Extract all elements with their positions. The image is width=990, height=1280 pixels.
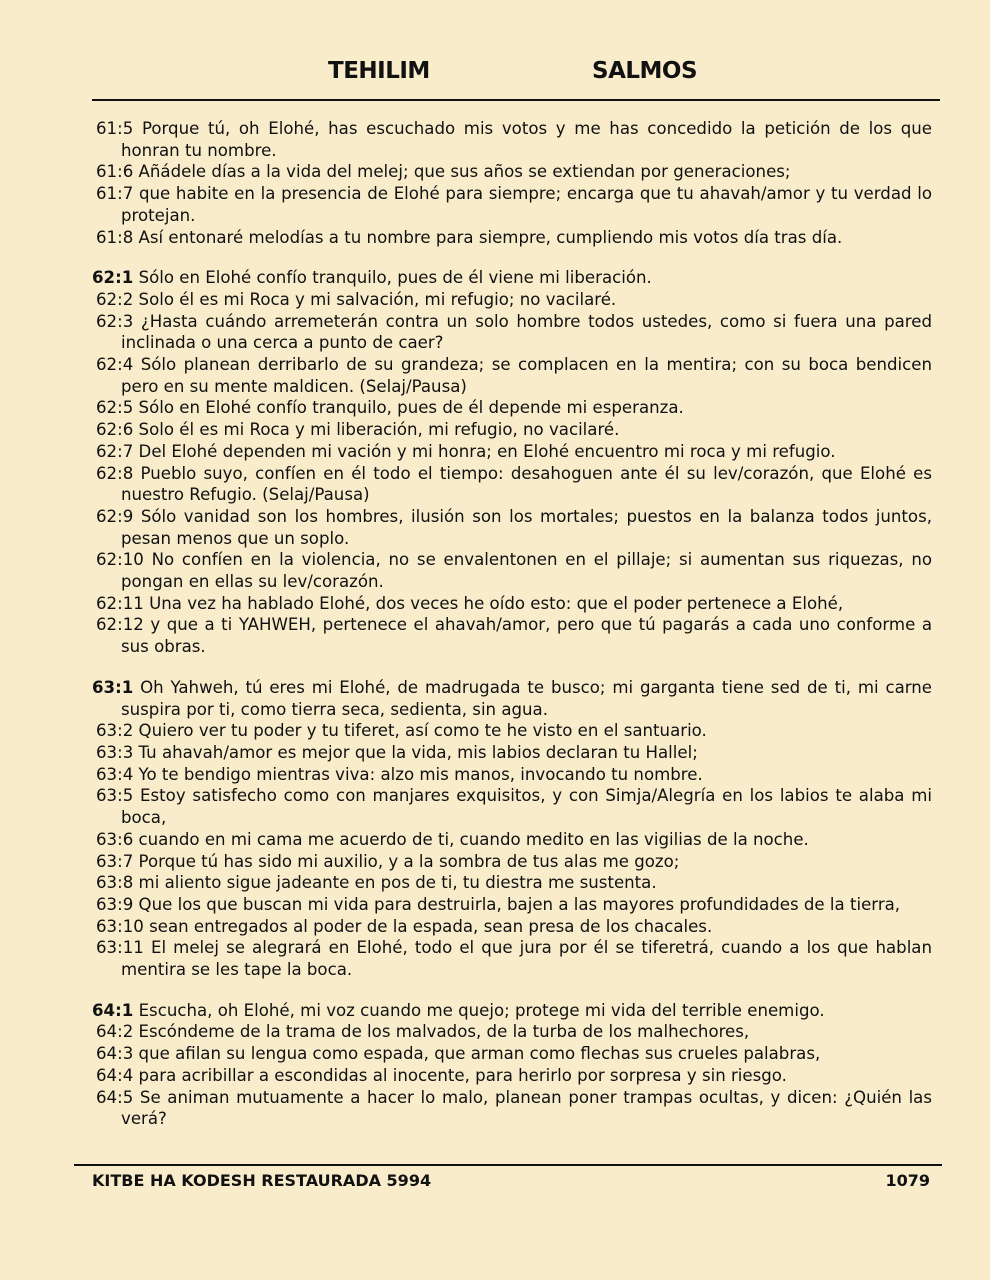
verse (96, 785, 932, 828)
verse (92, 267, 932, 289)
verse (92, 1000, 932, 1022)
verse (96, 614, 932, 657)
verse (96, 593, 932, 615)
verse-number: 64:3 (96, 1044, 134, 1064)
verse-number: 62:11 (96, 593, 144, 613)
verse-number: 62:2 (96, 289, 134, 309)
verse-number: 63:11 (96, 938, 144, 958)
verse (96, 916, 932, 938)
verse-text: que afilan su lengua como espada, que arman como flechas sus crueles palabras, (138, 1044, 821, 1064)
verse (96, 764, 932, 786)
verse-number: 64:1 (92, 1000, 134, 1020)
verse-text: para acribillar a escondidas al inocente, para herirlo por sorpresa y sin riesgo. (138, 1065, 787, 1085)
verse-content (92, 118, 932, 1130)
verse (96, 161, 932, 183)
verse-text: Oh Yahweh, tú eres mi Elohé, de madrugada te busco; mi garganta tiene sed de ti, mi carne suspira por ti, como tierra seca, sedienta, sin agua. (121, 677, 932, 719)
verse (96, 463, 932, 506)
verse (96, 506, 932, 549)
verse-number: 63:7 (96, 851, 134, 871)
verse-text: cuando en mi cama me acuerdo de ti, cuando medito en las vigilias de la noche. (138, 829, 809, 849)
verse-text: Una vez ha hablado Elohé, dos veces he oído esto: que el poder pertenece a Elohé, (149, 593, 844, 613)
verse (96, 227, 932, 249)
header-rule (92, 99, 940, 101)
verse-number: 63:6 (96, 829, 134, 849)
verse-number: 62:1 (92, 268, 134, 288)
verse-number: 62:6 (96, 420, 134, 440)
verse-number: 63:3 (96, 742, 134, 762)
verse-text: Sólo en Elohé confío tranquilo, pues de él depende mi esperanza. (138, 398, 684, 418)
verse-text: Así entonaré melodías a tu nombre para siempre, cumpliendo mis votos día tras día. (138, 227, 843, 247)
verse-text: Yo te bendigo mientras viva: alzo mis manos, invocando tu nombre. (138, 764, 703, 784)
verse-number: 61:6 (96, 162, 134, 182)
verse (96, 829, 932, 851)
verse (96, 311, 932, 354)
verse (96, 289, 932, 311)
verse (96, 354, 932, 397)
verse (96, 851, 932, 873)
verse-number: 62:7 (96, 441, 134, 461)
verse-text: ¿Hasta cuándo arremeterán contra un solo hombre todos ustedes, como si fuera una pared inclinada o una cerca a punto de caer? (121, 311, 932, 353)
verse-text: Sólo vanidad son los hombres, ilusión son los mortales; puestos en la balanza todos juntos, pesan menos que un soplo. (121, 506, 932, 548)
verse-text: Estoy satisfecho como con manjares exquisitos, y con Simja/Alegría en los labios te alaba mi boca, (121, 786, 932, 828)
chapter-gap (96, 248, 932, 267)
verse-text: Tu ahavah/amor es mejor que la vida, mis labios declaran tu Hallel; (138, 742, 698, 762)
verse-number: 63:9 (96, 894, 134, 914)
verse-text: Se animan mutuamente a hacer lo malo, planean poner trampas ocultas, y dicen: ¿Quién las verá? (121, 1087, 932, 1129)
verse (96, 1043, 932, 1065)
verse (96, 397, 932, 419)
footer-rule (74, 1164, 942, 1166)
verse-number: 63:10 (96, 916, 144, 936)
verse-text: El melej se alegrará en Elohé, todo el que jura por él se tiferetrá, cuando a los que hablan mentira se les tape la boca. (121, 938, 932, 980)
verse-number: 63:2 (96, 721, 134, 741)
verse-text: Porque tú has sido mi auxilio, y a la sombra de tus alas me gozo; (138, 851, 680, 871)
verse-number: 62:9 (96, 506, 134, 526)
verse (96, 1087, 932, 1130)
verse-number: 62:8 (96, 463, 134, 483)
verse-text: Que los que buscan mi vida para destruirla, bajen a las mayores profundidades de la tierra, (138, 894, 901, 914)
verse-text: Quiero ver tu poder y tu tiferet, así como te he visto en el santuario. (138, 721, 707, 741)
chapter-gap (96, 658, 932, 677)
verse-number: 63:5 (96, 786, 134, 806)
verse (96, 441, 932, 463)
chapter-gap (96, 981, 932, 1000)
verse (96, 419, 932, 441)
verse-number: 63:1 (92, 677, 134, 697)
verse-number: 62:3 (96, 311, 134, 331)
verse-number: 62:12 (96, 615, 144, 635)
verse-number: 61:7 (96, 184, 134, 204)
verse-number: 64:2 (96, 1022, 134, 1042)
verse-text: y que a ti YAHWEH, pertenece el ahavah/amor, pero que tú pagarás a cada uno conforme a sus obras. (121, 615, 932, 657)
verse-text: Solo él es mi Roca y mi salvación, mi refugio; no vacilaré. (138, 289, 617, 309)
page-number: 1079 (885, 1171, 930, 1190)
verse-number: 63:4 (96, 764, 134, 784)
verse-text: Escucha, oh Elohé, mi voz cuando me quejo; protege mi vida del terrible enemigo. (138, 1000, 825, 1020)
verse-text: que habite en la presencia de Elohé para siempre; encarga que tu ahavah/amor y tu verdad lo protejan. (121, 184, 932, 225)
verse-text: Solo él es mi Roca y mi liberación, mi refugio, no vacilaré. (138, 420, 620, 440)
verse-number: 64:5 (96, 1087, 134, 1107)
verse-text: Pueblo suyo, confíen en él todo el tiempo: desahoguen ante él su lev/corazón, que Elohé es nuestro Refugio. (Selaj/Pausa) (121, 463, 932, 505)
header-title-hebrew: TEHILIM (328, 58, 430, 84)
verse (92, 677, 932, 720)
header-title-spanish: SALMOS (592, 58, 698, 84)
verse-number: 61:5 (96, 119, 134, 138)
verse-text: Del Elohé dependen mi vación y mi honra; en Elohé encuentro mi roca y mi refugio. (138, 441, 836, 461)
verse-number: 62:5 (96, 398, 134, 418)
verse-text: mi aliento sigue jadeante en pos de ti, tu diestra me sustenta. (138, 873, 657, 893)
verse (96, 1065, 932, 1087)
verse-text: sean entregados al poder de la espada, sean presa de los chacales. (149, 916, 713, 936)
verse (96, 742, 932, 764)
verse (96, 1021, 932, 1043)
verse-text: No confíen en la violencia, no se envalentonen en el pillaje; si aumentan sus riquezas, no pongan en ellas su lev/corazón. (121, 550, 932, 592)
verse (96, 894, 932, 916)
verse (96, 118, 932, 161)
verse-number: 62:4 (96, 355, 134, 375)
verse-text: Sólo planean derribarlo de su grandeza; se complacen en la mentira; con su boca bendicen pero en su mente maldicen. (Selaj/Pausa) (121, 355, 932, 396)
footer-book-title: KITBE HA KODESH RESTAURADA 5994 (92, 1171, 432, 1190)
verse (96, 183, 932, 226)
verse (96, 720, 932, 742)
verse (96, 872, 932, 894)
verse-text: Porque tú, oh Elohé, has escuchado mis votos y me has concedido la petición de los que honran tu nombre. (121, 119, 932, 160)
verse-number: 63:8 (96, 873, 134, 893)
verse (96, 937, 932, 980)
verse-number: 61:8 (96, 227, 134, 247)
verse-number: 64:4 (96, 1065, 134, 1085)
verse (96, 549, 932, 592)
verse-number: 62:10 (96, 550, 144, 570)
verse-text: Añádele días a la vida del melej; que sus años se extiendan por generaciones; (138, 162, 791, 182)
page-header (0, 58, 990, 90)
verse-text: Sólo en Elohé confío tranquilo, pues de él viene mi liberación. (138, 268, 652, 288)
verse-text: Escóndeme de la trama de los malvados, de la turba de los malhechores, (138, 1022, 750, 1042)
